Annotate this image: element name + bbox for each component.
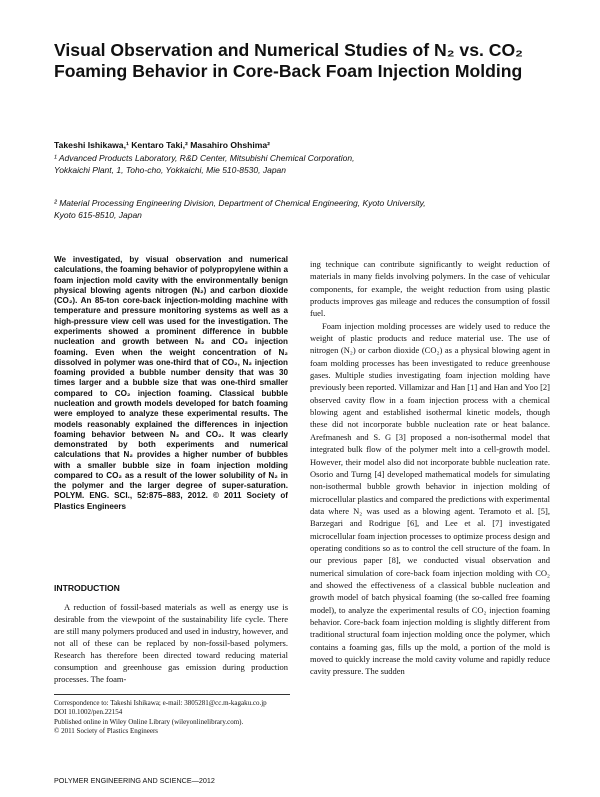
affiliation-1	[54, 152, 534, 176]
affiliation-2	[54, 197, 534, 221]
correspondence-note: Correspondence to: Takeshi Ishikawa; e-mail: 3805281@cc.m-kagaku.co.jp	[54, 699, 267, 707]
affiliation-1-line-1: ¹ Advanced Products Laboratory, R&D Center, Mitsubishi Chemical Corporation,	[54, 153, 355, 163]
doi-note: DOI 10.1002/pen.22154	[54, 708, 123, 717]
body-paragraph-continuation: ing technique can contribute significantly to weight reduction of materials in many fields involving polymers. In the case of vehicular components, for example, the weight reduction from using plastic products improves gas mileage and reduces the consumption of fossil fuel.	[310, 259, 550, 319]
title-line-2: Foaming Behavior in Core-Back Foam Injection Molding	[54, 61, 523, 81]
copyright-note: © 2011 Society of Plastics Engineers	[54, 726, 159, 735]
affiliation-2-line-1: ² Material Processing Engineering Division, Department of Chemical Engineering, Kyoto University,	[54, 198, 426, 208]
section-heading-introduction: INTRODUCTION	[54, 583, 120, 593]
body-paragraph: Foam injection molding processes are widely used to reduce the weight of plastic products and reduce material use. The use of nitrogen (N₂) or carbon dioxide (CO₂) as a physical blowing agent in foam molding processes has been investigated to reduce greenhouse gases. Multiple studies investigating foam injection molding have previously been reported. Villamizar and Han [1] and Han and Yoo [2] observed cavity flow in a foam injection process with a chemical blowing agent and established isothermal kinetic models, though these did not incorporate bubble nucleation rate or heat balance. Arefmanesh and S. G [3] proposed a non-isothermal model that integrated bulk flow of the polymer melt into a cell-growth model. However, their model also did not incorporate bubble nucleation rate. Osorio and Turng [4] developed mathematical models for simulating non-isothermal bubble growth behavior in injection molding of microcellular plastics and compared the predictions with experimental data where N₂ was used as a blowing agent. Teramoto et al. [5], Barzegari and Rodrigue [6], and Lee et al. [7] investigated microcellular foam injection processes to optimize process design and operating conditions so as to control the cell structure of the foam. In our previous paper [8], we conducted visual observation and numerical simulation of core-back foam injection molding with CO₂ and showed the effectiveness of a classical bubble nucleation and growth model of batch physical foaming (the so-called free foaming model), to analyze the experimental results of CO₂ injection foaming behavior. Core-back foam injection molding is slightly different from traditional structural foam injection molding once the polymer, which contains a foaming gas, fills up the mold, a portion of the mold is moved to quickly increase the mold cavity volume and rapidly reduce cavity pressure. The sudden	[310, 320, 550, 677]
footnote-divider	[54, 694, 290, 695]
intro-paragraph: A reduction of fossil-based materials as well as energy use is desirable from the viewpoint of the sustainability life cycle. There are still many polymers produced and used in industry, however, and not all of these can be replaced by non-fossil-based polymers. Research has therefore been directed toward reducing material consumption and greenhouse gas emission during production processes. The foam-	[54, 602, 288, 684]
affiliation-1-line-2: Yokkaichi Plant, 1, Toho-cho, Yokkaichi, Mie 510-8530, Japan	[54, 165, 287, 175]
page-footer: POLYMER ENGINEERING AND SCIENCE—2012	[54, 776, 215, 785]
author-list: Takeshi Ishikawa,¹ Kentaro Taki,² Masahiro Ohshima²	[54, 140, 271, 150]
title-line-1: Visual Observation and Numerical Studies of N₂ vs. CO₂	[54, 40, 523, 60]
affiliation-2-line-2: Kyoto 615-8510, Japan	[54, 210, 142, 220]
published-note: Published online in Wiley Online Library (wileyonlinelibrary.com).	[54, 717, 244, 726]
footnote	[54, 699, 290, 736]
body-text-right-column	[310, 258, 550, 678]
abstract: We investigated, by visual observation and numerical calculations, the foaming behavior of polypropylene within a foam injection mold cavity with the environmentally benign physical blowing agents nitrogen (N₂) and carbon dioxide (CO₂). An 85-ton core-back injection-molding machine with temperature and pressure monitoring systems as well as a high-pressure view cell was used for the investigation. The experiments showed a prominent difference in bubble nucleation and growth between N₂ and CO₂ injection foaming. Even when the weight concentration of N₂ dissolved in polymer was one-third that of CO₂, N₂ injection foaming provided a bubble number density that was 30 times larger and a bubble size that was one-third smaller compared to CO₂ injection foaming. Classical bubble nucleation and growth models developed for batch foaming were employed to analyze these experimental results. The models reasonably explained the differences in injection foaming behavior between N₂ and CO₂. It was clearly demonstrated by both experiments and numerical calculations that N₂ provides a higher number of bubbles with a smaller bubble size in foam injection molding compared to CO₂ as a result of the lower solubility of N₂ in the polymer and the larger degree of super-saturation. POLYM. ENG. SCI., 52:875–883, 2012. © 2011 Society of Plastics Engineers	[54, 255, 288, 511]
paper-title	[54, 40, 554, 82]
